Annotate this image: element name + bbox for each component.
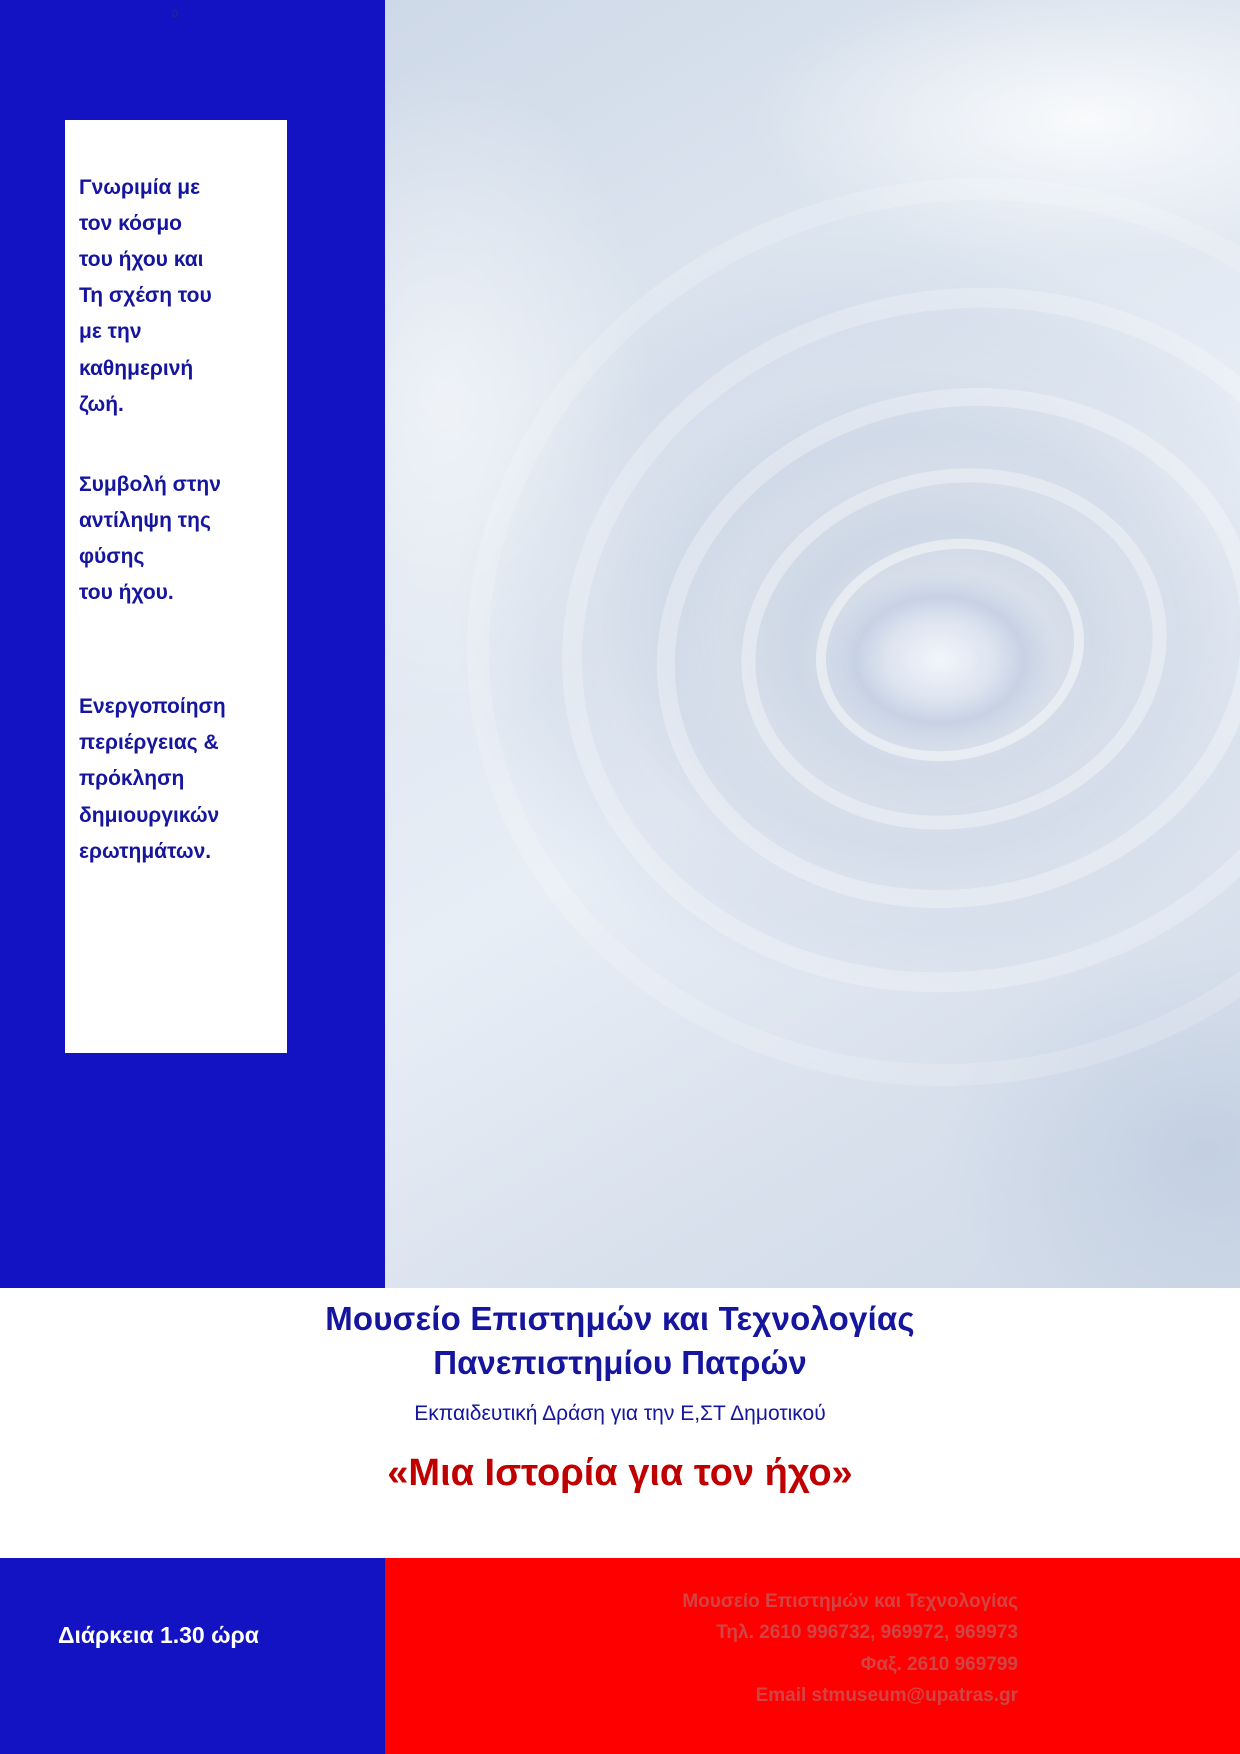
sidebar-line-11: του ήχου. <box>79 581 174 605</box>
contact-phone: Τηλ. 2610 996732, 969972, 969973 <box>716 1622 1018 1644</box>
contact-email: Email stmuseum@upatras.gr <box>755 1685 1018 1707</box>
sidebar-line-12: Ενεργοποίηση <box>79 695 226 719</box>
sidebar-line-5: με την <box>79 320 142 344</box>
sidebar-line-6: καθημερινή <box>79 356 194 380</box>
title-band <box>0 1288 1240 1558</box>
sidebar-line-15: δημιουργικών <box>79 803 220 827</box>
sidebar-gap-2 <box>79 611 273 689</box>
sidebar-line-1: Γνωριμία με <box>79 176 201 199</box>
sidebar-line-13: περιέργειας & <box>79 731 219 755</box>
sidebar-line-14: πρόκληση <box>79 767 185 791</box>
sidebar-line-7: ζωή. <box>79 392 124 416</box>
sidebar-line-16: ερωτημάτων. <box>79 839 212 863</box>
tiny-corner-mark: 0 <box>172 8 179 20</box>
museum-name-line-2: Πανεπιστημίου Πατρών <box>433 1344 807 1381</box>
contact-fax: Φαξ. 2610 969799 <box>860 1653 1018 1675</box>
sidebar-line-3: του ήχου και <box>79 248 204 272</box>
page-title: «Μια Ιστορία για τον ήχο» <box>387 1452 853 1494</box>
museum-name-line-1: Μουσείο Επιστημών και Τεχνολογίας <box>325 1300 915 1337</box>
sidebar-line-9: αντίληψη της <box>79 508 211 532</box>
sidebar-gap-1 <box>79 423 273 467</box>
footer-bar <box>0 1558 1240 1754</box>
sidebar-line-4: Τη σχέση του <box>79 284 212 308</box>
sidebar-line-10: φύσης <box>79 544 145 568</box>
footer-blue-block <box>0 1558 385 1754</box>
sidebar-line-8: Συμβολή στην <box>79 472 221 496</box>
duration-label: Διάρκεια 1.30 ώρα <box>58 1622 259 1648</box>
contact-museum-name: Μουσείο Επιστημών και Τεχνολογίας <box>682 1591 1018 1612</box>
sidebar-line-2: τον κόσμο <box>79 212 183 236</box>
sidebar-text-box <box>65 120 287 1053</box>
contact-info <box>682 1586 1018 1711</box>
program-subtitle: Εκπαιδευτική Δράση για την Ε,ΣΤ Δημοτικού <box>414 1402 826 1425</box>
water-ripple-image <box>385 0 1240 1288</box>
